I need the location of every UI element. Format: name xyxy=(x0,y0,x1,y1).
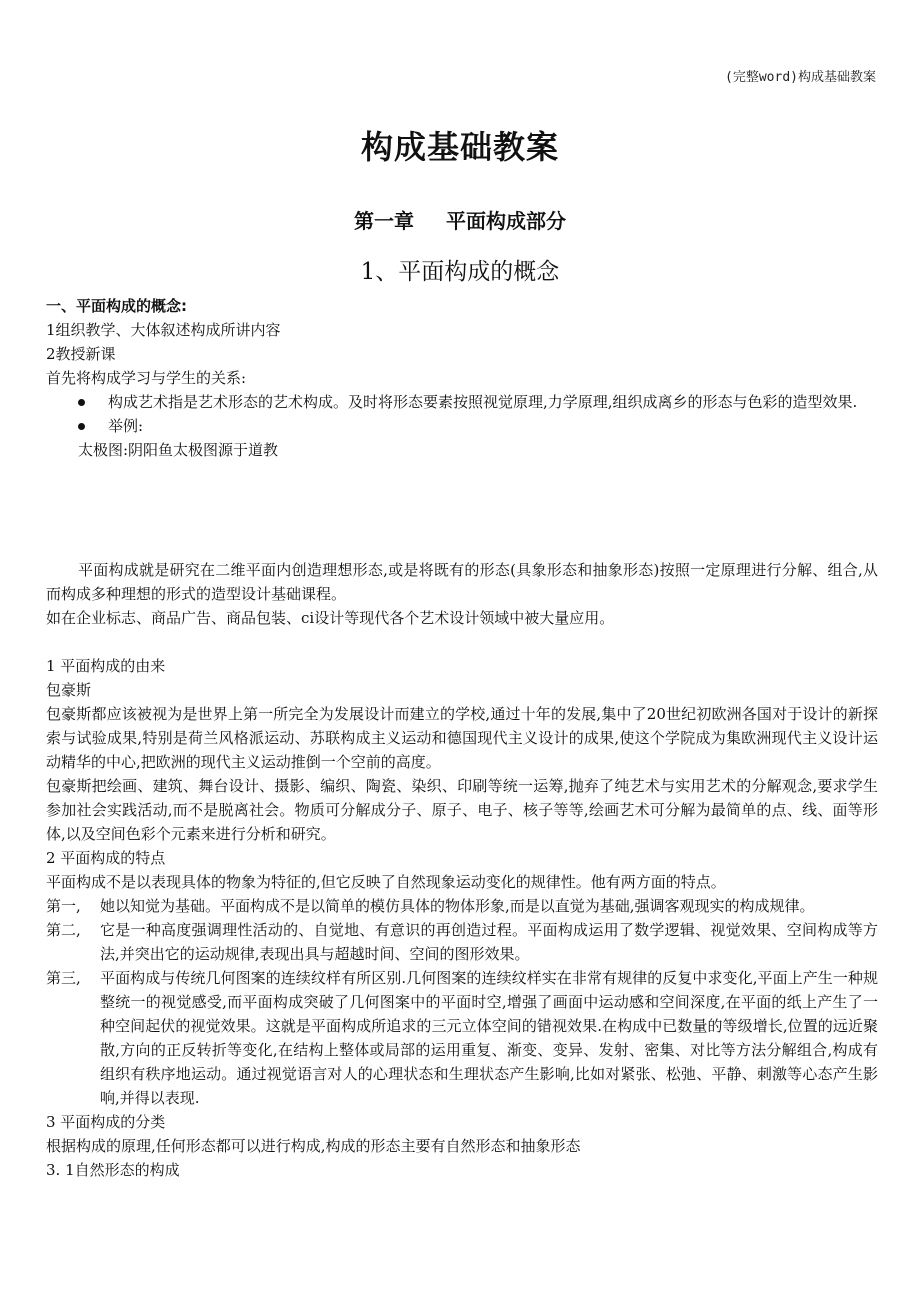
bullet-item xyxy=(46,414,878,438)
paragraph: 平面构成就是研究在二维平面内创造理想形态,或是将既有的形态(具象形态和抽象形态)按照一定原理进行分解、组合,从而构成多种理想的形式的造型设计基础课程。 xyxy=(46,561,878,603)
bullet-dot-icon xyxy=(78,423,85,430)
enum-text: 她以知觉为基础。平面构成不是以简单的模仿具体的物体形象,而是以直觉为基础,强调客观现实的构成规律。 xyxy=(100,897,815,915)
enum-item xyxy=(46,966,878,1110)
enum-label: 第一, xyxy=(46,897,81,915)
image-placeholder xyxy=(46,462,878,558)
subheading: 2 平面构成的特点 xyxy=(46,849,166,867)
bullet-text: 举例: xyxy=(108,417,144,435)
page-title: 构成基础教案 xyxy=(360,128,559,166)
text-line: 太极图:阴阳鱼太极图源于道教 xyxy=(78,441,279,459)
chapter-number: 第一章 xyxy=(354,209,414,233)
subheading: 1 平面构成的由来 xyxy=(46,657,166,675)
paragraph: 如在企业标志、商品广告、商品包装、ci设计等现代各个艺术设计领域中被大量应用。 xyxy=(46,609,615,627)
text-line: 首先将构成学习与学生的关系: xyxy=(46,369,247,387)
enum-text: 它是一种高度强调理性活动的、自觉地、有意识的再创造过程。平面构成运用了数学逻辑、视觉效果、空间构成等方法,并突出它的运动规律,表现出具与超越时间、空间的图形效果。 xyxy=(100,921,878,963)
paragraph: 平面构成不是以表现具体的物象为特征的,但它反映了自然现象运动变化的规律性。他有两方面的特点。 xyxy=(46,873,726,891)
paragraph: 包豪斯把绘画、建筑、舞台设计、摄影、编织、陶瓷、染织、印刷等统一运筹,抛弃了纯艺术与实用艺术的分解观念,要求学生参加社会实践活动,而不是脱离社会。物质可分解成分子、原子、电子、核子等等,绘画艺术可分解为最简单的点、线、面等形体,以及空间色彩个元素来进行分析和研究。 xyxy=(46,777,878,843)
subheading: 3 平面构成的分类 xyxy=(46,1113,166,1131)
document-body xyxy=(46,294,878,1182)
chapter-heading xyxy=(0,205,920,234)
page-header: (完整word)构成基础教案 xyxy=(725,70,876,85)
enum-item xyxy=(46,894,878,918)
bullet-text: 构成艺术指是艺术形态的艺术构成。及时将形态要素按照视觉原理,力学原理,组织成离乡的形态与色彩的造型效果. xyxy=(108,393,858,411)
section-heading: 1、平面构成的概念 xyxy=(360,259,560,285)
bullet-item xyxy=(46,390,878,414)
enum-text: 平面构成与传统几何图案的连续纹样有所区别.几何图案的连续纹样实在非常有规律的反复中求变化,平面上产生一种规整统一的视觉感受,而平面构成突破了几何图案中的平面时空,增强了画面中运动感和空间深度,在平面的纸上产生了一种空间起伏的视觉效果。这就是平面构成所追求的三元立体空间的错视效果.在构成中已数量的等级增长,位置的远近聚散,方向的正反转折等变化,在结构上整体或局部的运用重复、渐变、变异、发射、密集、对比等方法分解组合,构成有组织有秩序地运动。通过视觉语言对人的心理状态和生理状态产生影响,比如对紧张、松弛、平静、刺激等心态产生影响,并得以表现. xyxy=(100,969,878,1107)
subheading: 3. 1自然形态的构成 xyxy=(46,1161,180,1179)
chapter-name: 平面构成部分 xyxy=(446,209,566,233)
bullet-dot-icon xyxy=(78,399,85,406)
text-line: 1组织教学、大体叙述构成所讲内容 xyxy=(46,321,281,339)
paragraph: 根据构成的原理,任何形态都可以进行构成,构成的形态主要有自然形态和抽象形态 xyxy=(46,1137,581,1155)
enum-label: 第二, xyxy=(46,921,81,939)
paragraph: 包豪斯都应该被视为是世界上第一所完全为发展设计而建立的学校,通过十年的发展,集中了20世纪初欧洲各国对于设计的新探索与试验成果,特别是荷兰风格派运动、苏联构成主义运动和德国现代主义设计的成果,使这个学院成为集欧洲现代主义设计运动精华的中心,把欧洲的现代主义运动推倒一个空前的高度。 xyxy=(46,705,878,771)
text-line: 2教授新课 xyxy=(46,345,116,363)
heading-concept: 一、平面构成的概念: xyxy=(46,297,187,315)
text-line: 包豪斯 xyxy=(46,681,92,699)
enum-label: 第三, xyxy=(46,969,81,987)
enum-item xyxy=(46,918,878,966)
